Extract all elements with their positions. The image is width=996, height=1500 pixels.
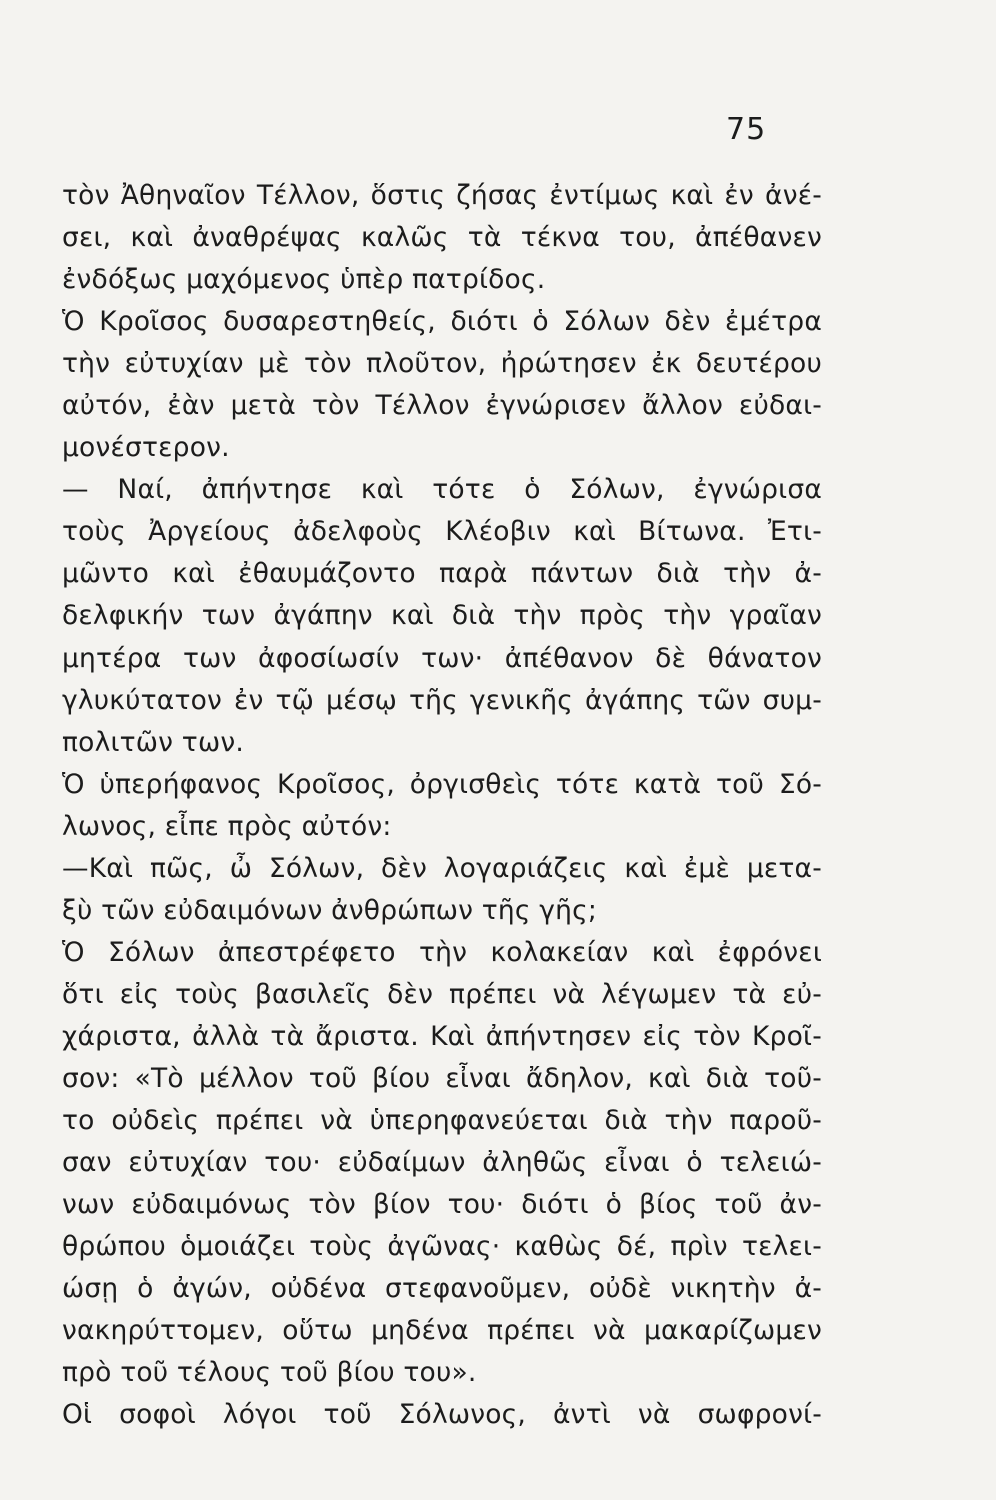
text-line: ὅτι εἰς τοὺς βασιλεῖς δὲν πρέπει νὰ λέγωμεν τὰ εὐ- bbox=[62, 978, 822, 1010]
text-line: Οἱ σοφοὶ λόγοι τοῦ Σόλωνος, ἀντὶ νὰ σωφρονί- bbox=[62, 1399, 822, 1431]
text-line: μῶντο καὶ ἐθαυμάζοντο παρὰ πάντων διὰ τὴν ἀ- bbox=[62, 558, 822, 590]
text-line: — Ναί, ἀπήντησε καὶ τότε ὁ Σόλων, ἐγνώρισα bbox=[62, 474, 822, 506]
text-line: πρὸ τοῦ τέλους τοῦ βίου του». bbox=[62, 1357, 477, 1389]
text-line: Ὁ Σόλων ἀπεστρέφετο τὴν κολακείαν καὶ ἐφρόνει bbox=[62, 936, 822, 968]
text-line: αὐτόν, ἐὰν μετὰ τὸν Τέλλον ἐγνώρισεν ἄλλον εὐδαι- bbox=[62, 390, 822, 422]
text-line: Ὁ Κροῖσος δυσαρεστηθείς, διότι ὁ Σόλων δὲν ἐμέτρα bbox=[62, 306, 822, 338]
text-line: ώσῃ ὁ ἀγών, οὐδένα στεφανοῦμεν, οὐδὲ νικητὴν ἀ- bbox=[62, 1273, 822, 1305]
text-line: δελφικήν των ἀγάπην καὶ διὰ τὴν πρὸς τὴν γραῖαν bbox=[62, 600, 822, 632]
body-text bbox=[62, 175, 822, 1436]
text-line: το οὐδεὶς πρέπει νὰ ὑπερηφανεύεται διὰ τὴν παροῦ- bbox=[62, 1105, 822, 1137]
text-line: θρώπου ὁμοιάζει τοὺς ἀγῶνας· καθὼς δέ, πρὶν τελει- bbox=[62, 1231, 822, 1263]
text-line: χάριστα, ἀλλὰ τὰ ἄριστα. Καὶ ἀπήντησεν εἰς τὸν Κροῖ- bbox=[62, 1020, 822, 1052]
page-number: 75 bbox=[726, 112, 767, 147]
text-line: σει, καὶ ἀναθρέψας καλῶς τὰ τέκνα του, ἀπέθανεν bbox=[62, 222, 822, 254]
text-line: Ὁ ὑπερήφανος Κροῖσος, ὀργισθεὶς τότε κατὰ τοῦ Σό- bbox=[62, 768, 822, 800]
text-line: σαν εὐτυχίαν του· εὐδαίμων ἀληθῶς εἶναι ὁ τελειώ- bbox=[62, 1147, 822, 1179]
text-line: λωνος, εἶπε πρὸς αὐτόν: bbox=[62, 810, 392, 842]
text-line: —Καὶ πῶς, ὦ Σόλων, δὲν λογαριάζεις καὶ ἐμὲ μετα- bbox=[62, 852, 822, 884]
text-line: πολιτῶν των. bbox=[62, 726, 244, 758]
text-line: μητέρα των ἀφοσίωσίν των· ἀπέθανον δὲ θάνατον bbox=[62, 642, 822, 674]
text-line: τοὺς Ἀργείους ἀδελφοὺς Κλέοβιν καὶ Βίτωνα. Ἐτι- bbox=[62, 516, 822, 548]
text-line: ἐνδόξως μαχόμενος ὑπὲρ πατρίδος. bbox=[62, 264, 546, 296]
text-line: σον: «Τὸ μέλλον τοῦ βίου εἶναι ἄδηλον, καὶ διὰ τοῦ- bbox=[62, 1062, 822, 1094]
text-line: νων εὐδαιμόνως τὸν βίον του· διότι ὁ βίος τοῦ ἀν- bbox=[62, 1189, 822, 1221]
text-line: τὸν Ἀθηναῖον Τέλλον, ὅστις ζήσας ἐντίμως καὶ ἐν ἀνέ- bbox=[62, 180, 822, 211]
text-line: τὴν εὐτυχίαν μὲ τὸν πλοῦτον, ἠρώτησεν ἐκ δευτέρου bbox=[62, 348, 822, 380]
text-line: νακηρύττομεν, οὕτω μηδένα πρέπει νὰ μακαρίζωμεν bbox=[62, 1315, 822, 1347]
text-line: ξὺ τῶν εὐδαιμόνων ἀνθρώπων τῆς γῆς; bbox=[62, 894, 598, 926]
text-line: γλυκύτατον ἐν τῷ μέσῳ τῆς γενικῆς ἀγάπης τῶν συμ- bbox=[62, 684, 822, 716]
text-line: μονέστερον. bbox=[62, 432, 230, 464]
